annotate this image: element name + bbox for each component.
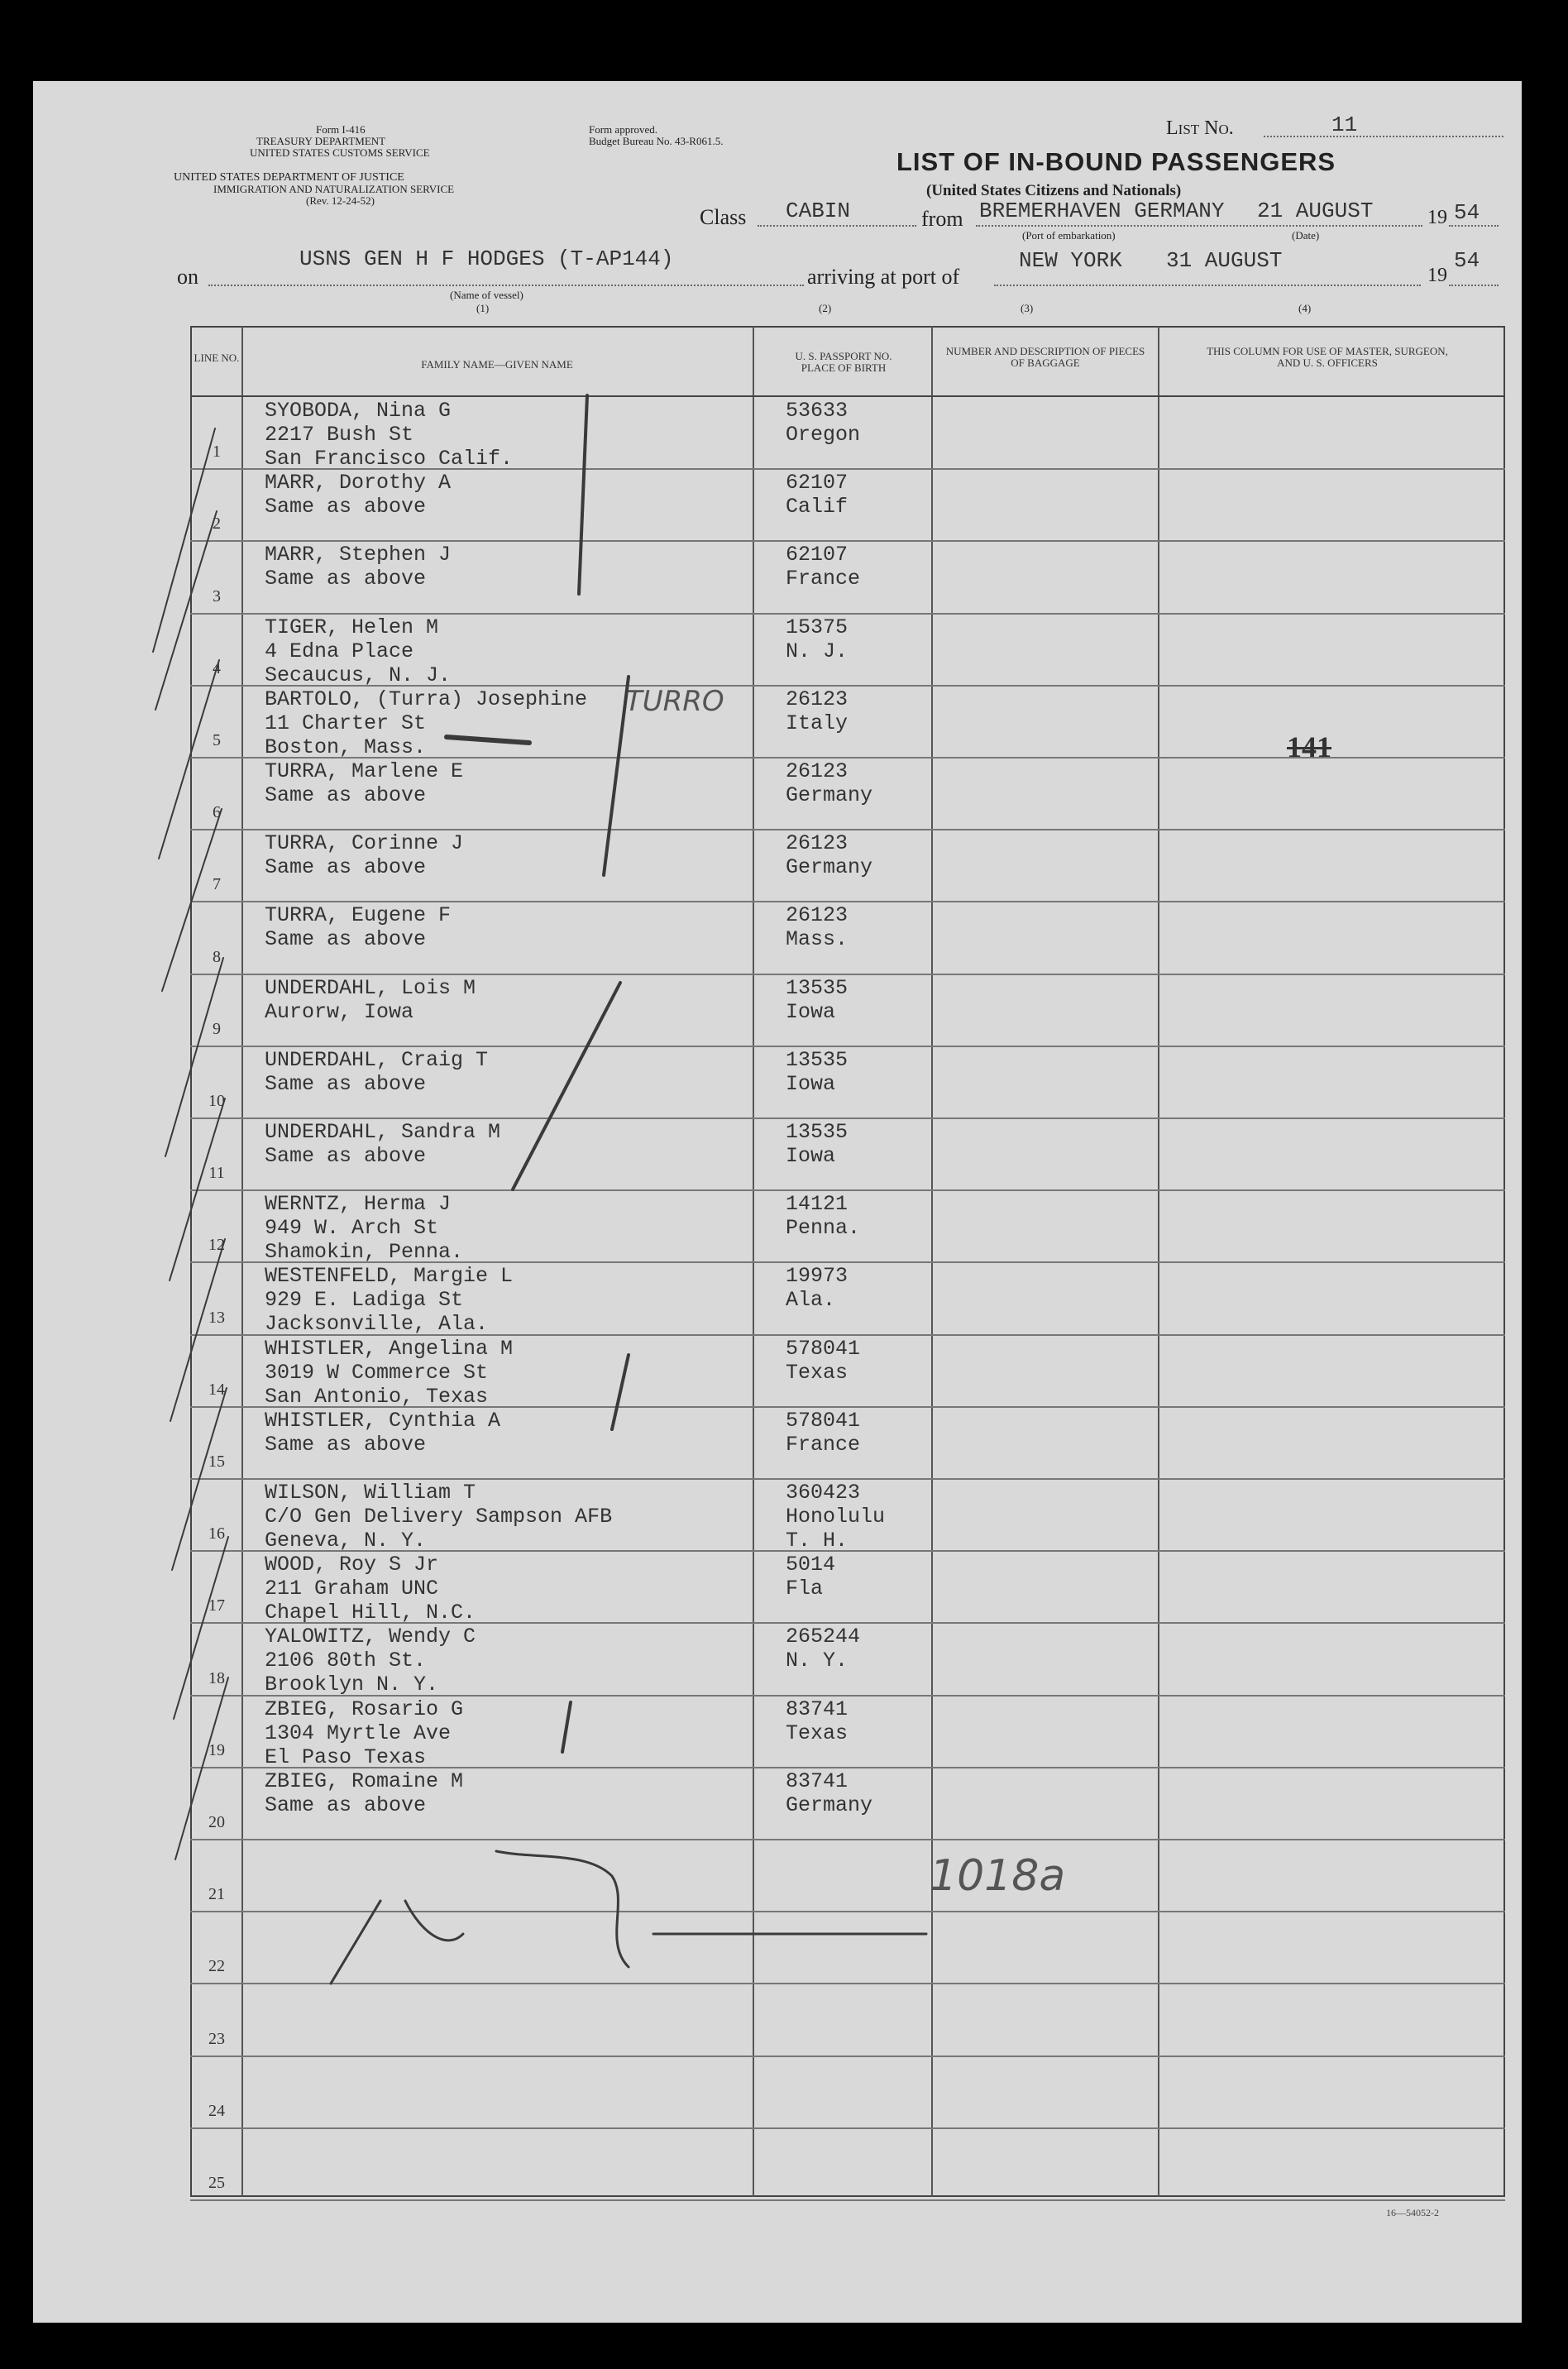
- class-label: Class: [700, 205, 747, 229]
- budget-bureau: Budget Bureau No. 43-R061.5.: [589, 135, 724, 147]
- arrival-year: 54: [1454, 248, 1480, 273]
- line-number: 7: [213, 875, 221, 894]
- passenger-name-address: TURRA, Eugene F Same as above: [265, 903, 452, 952]
- passport-birthplace: 578041 France: [786, 1408, 861, 1457]
- handwritten-count: 141: [1287, 730, 1331, 763]
- line-number: 23: [208, 2029, 225, 2048]
- customs-service: UNITED STATES CUSTOMS SERVICE: [250, 146, 430, 159]
- list-number: 11: [1331, 112, 1358, 137]
- column-index-4: (4): [1298, 302, 1312, 314]
- print-code: 16—54052-2: [1386, 2207, 1439, 2218]
- passenger-name-address: YALOWITZ, Wendy C 2106 80th St. Brooklyn N. Y.: [265, 1625, 476, 1697]
- year-prefix: 19: [1427, 207, 1447, 228]
- line-number: 3: [213, 586, 221, 605]
- passenger-name-address: TURRA, Marlene E Same as above: [265, 759, 464, 807]
- column-index-1: (1): [476, 302, 490, 314]
- form-approved: Form approved.: [589, 123, 658, 136]
- list-number-label: List No.: [1166, 117, 1234, 139]
- passenger-name-address: MARR, Stephen J Same as above: [265, 543, 452, 591]
- passport-birthplace: 13535 Iowa: [786, 975, 849, 1024]
- line-number: 10: [208, 1092, 225, 1110]
- arrival-port: NEW YORK: [1019, 248, 1122, 273]
- passenger-name-address: SYOBODA, Nina G 2217 Bush St San Francisco Calif.: [265, 399, 514, 471]
- passport-birthplace: 15375 N. J.: [786, 615, 849, 663]
- line-number: 2: [213, 514, 221, 534]
- line-number: 20: [208, 1813, 225, 1831]
- passport-birthplace: 26123 Germany: [786, 759, 873, 807]
- passport-birthplace: 360423 Honolulu T. H.: [786, 1481, 886, 1553]
- passport-birthplace: 83741 Texas: [786, 1697, 849, 1745]
- class-value: CABIN: [786, 199, 851, 223]
- header-line-no: LINE NO.: [194, 352, 240, 364]
- ins-service: IMMIGRATION AND NATURALIZATION SERVICE: [213, 183, 455, 195]
- header-officers: THIS COLUMN FOR USE OF MASTER, SURGEON, AND U. S. OFFICERS: [1207, 345, 1448, 369]
- passport-birthplace: 5014 Fla: [786, 1553, 836, 1601]
- line-number: 22: [208, 1957, 225, 1976]
- line-number: 14: [208, 1380, 225, 1399]
- line-number: 17: [208, 1596, 225, 1615]
- line-number: 25: [208, 2174, 225, 2192]
- embarkation-date: 21 AUGUST: [1257, 199, 1374, 223]
- handwritten-sig-number: 1018a: [930, 1851, 1066, 1901]
- vessel-name: USNS GEN H F HODGES (T-AP144): [299, 246, 674, 271]
- passport-birthplace: 19973 Ala.: [786, 1264, 849, 1313]
- passenger-name-address: WILSON, William T C/O Gen Delivery Sampson AFB Geneva, N. Y.: [265, 1481, 613, 1553]
- document-subtitle: (United States Citizens and Nationals): [926, 182, 1182, 199]
- passenger-name-address: TURRA, Corinne J Same as above: [265, 831, 464, 880]
- form-number: Form I-416: [316, 123, 366, 136]
- vessel-caption: (Name of vessel): [450, 289, 523, 301]
- line-number: 12: [208, 1236, 225, 1255]
- passport-birthplace: 578041 Texas: [786, 1336, 861, 1385]
- passenger-name-address: ZBIEG, Rosario G 1304 Myrtle Ave El Paso Texas: [265, 1697, 464, 1769]
- line-number: 6: [213, 803, 221, 822]
- line-number: 9: [213, 1019, 221, 1038]
- passenger-name-address: ZBIEG, Romaine M Same as above: [265, 1768, 464, 1817]
- from-label: from: [921, 207, 963, 231]
- passenger-name-address: WHISTLER, Angelina M 3019 W Commerce St San Antonio, Texas: [265, 1336, 514, 1409]
- passport-birthplace: 62107 Calif: [786, 471, 849, 519]
- line-number: 5: [213, 731, 221, 749]
- header-passport: U. S. PASSPORT NO. PLACE OF BIRTH: [795, 350, 892, 374]
- port-caption: (Port of embarkation): [1022, 229, 1116, 242]
- line-number: 11: [208, 1164, 225, 1183]
- line-number: 13: [208, 1308, 225, 1327]
- passenger-name-address: MARR, Dorothy A Same as above: [265, 471, 452, 519]
- line-number: 8: [213, 947, 221, 966]
- arrival-date: 31 AUGUST: [1166, 248, 1283, 273]
- header-name: FAMILY NAME—GIVEN NAME: [421, 358, 573, 371]
- header-baggage: NUMBER AND DESCRIPTION OF PIECES OF BAGGAGE: [945, 345, 1145, 369]
- passport-birthplace: 26123 Italy: [786, 687, 849, 735]
- line-number: 18: [208, 1668, 225, 1687]
- passport-birthplace: 26123 Germany: [786, 831, 873, 880]
- passport-birthplace: 53633 Oregon: [786, 399, 861, 447]
- handwritten-turro-note: TURRO: [625, 685, 724, 718]
- column-index-3: (3): [1021, 302, 1034, 314]
- line-number: 15: [208, 1453, 225, 1471]
- passenger-name-address: UNDERDAHL, Sandra M Same as above: [265, 1120, 501, 1168]
- line-number: 16: [208, 1524, 225, 1543]
- passenger-name-address: WERNTZ, Herma J 949 W. Arch St Shamokin, Penna.: [265, 1192, 464, 1265]
- manifest-sheet: [33, 81, 1522, 2323]
- passenger-name-address: BARTOLO, (Turra) Josephine 11 Charter St Boston, Mass.: [265, 687, 588, 759]
- passport-birthplace: 14121 Penna.: [786, 1192, 861, 1241]
- passenger-name-address: TIGER, Helen M 4 Edna Place Secaucus, N. J.: [265, 615, 452, 687]
- line-number: 1: [213, 443, 221, 462]
- passenger-name-address: WOOD, Roy S Jr 211 Graham UNC Chapel Hill, N.C.: [265, 1553, 476, 1625]
- column-index-2: (2): [819, 302, 832, 314]
- passenger-name-address: UNDERDAHL, Craig T Same as above: [265, 1047, 489, 1096]
- passport-birthplace: 13535 Iowa: [786, 1120, 849, 1168]
- arriving-label: arriving at port of: [807, 265, 960, 289]
- port-of-embarkation: BREMERHAVEN GERMANY: [979, 199, 1225, 223]
- passenger-name-address: WHISTLER, Cynthia A Same as above: [265, 1408, 501, 1457]
- on-label: on: [177, 265, 198, 289]
- passport-birthplace: 62107 France: [786, 543, 861, 591]
- passenger-name-address: UNDERDAHL, Lois M Aurorw, Iowa: [265, 975, 476, 1024]
- line-number: 24: [208, 2101, 225, 2120]
- passport-birthplace: 265244 N. Y.: [786, 1625, 861, 1673]
- line-number: 21: [208, 1885, 225, 1904]
- treasury-dept: TREASURY DEPARTMENT: [256, 135, 386, 147]
- date-caption: (Date): [1292, 229, 1320, 242]
- passenger-name-address: WESTENFELD, Margie L 929 E. Ladiga St Jacksonville, Ala.: [265, 1264, 514, 1337]
- passport-birthplace: 26123 Mass.: [786, 903, 849, 952]
- justice-dept: UNITED STATES DEPARTMENT OF JUSTICE: [174, 171, 404, 184]
- embarkation-year: 54: [1454, 200, 1480, 225]
- revision: (Rev. 12-24-52): [306, 194, 375, 207]
- passport-birthplace: 83741 Germany: [786, 1768, 873, 1817]
- document-title: LIST OF IN-BOUND PASSENGERS: [896, 147, 1336, 176]
- passport-birthplace: 13535 Iowa: [786, 1047, 849, 1096]
- line-number: 19: [208, 1740, 225, 1759]
- line-number: 4: [213, 658, 221, 677]
- year-prefix-2: 19: [1427, 265, 1447, 286]
